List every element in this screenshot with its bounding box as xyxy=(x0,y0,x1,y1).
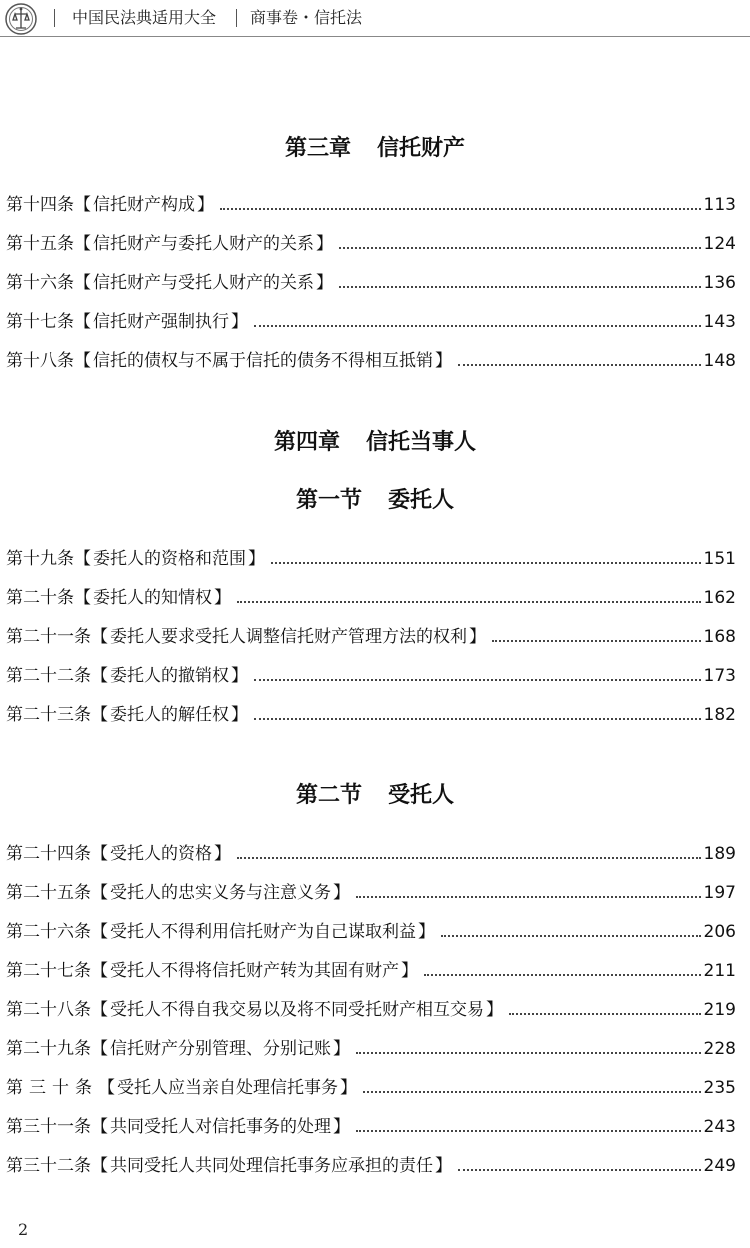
dot-leader xyxy=(424,974,701,976)
bracket-open: 【 xyxy=(91,627,108,647)
bracket-open: 【 xyxy=(91,922,108,942)
toc-entry[interactable] xyxy=(6,307,736,333)
dot-leader xyxy=(339,286,701,288)
toc-entry[interactable] xyxy=(6,1034,736,1060)
bracket-open: 【 xyxy=(91,1156,108,1176)
bracket-close: 】 xyxy=(333,1117,350,1137)
article-number: 第二十九条 xyxy=(6,1039,91,1059)
bracket-close: 】 xyxy=(316,234,333,254)
article-number: 第十九条 xyxy=(6,549,74,569)
dot-leader xyxy=(441,935,701,937)
article-title: 信托的债权与不属于信托的债务不得相互抵销 xyxy=(93,351,433,371)
toc-entry[interactable] xyxy=(6,268,736,294)
page-ref: 211 xyxy=(703,961,736,981)
article-number: 第十五条 xyxy=(6,234,74,254)
article-title: 受托人的资格 xyxy=(110,844,212,864)
toc-entry[interactable] xyxy=(6,956,736,982)
section-title: 委托人 xyxy=(388,487,455,513)
dot-leader xyxy=(237,601,701,603)
article-title: 受托人应当亲自处理信托事务 xyxy=(117,1078,338,1098)
bracket-close: 】 xyxy=(248,549,265,569)
dot-leader xyxy=(458,364,701,366)
toc-entry[interactable] xyxy=(6,544,736,570)
bracket-open: 【 xyxy=(91,1117,108,1137)
bracket-close: 】 xyxy=(418,922,435,942)
article-number: 第二十三条 xyxy=(6,705,91,725)
toc-entry[interactable] xyxy=(6,995,736,1021)
page-ref: 219 xyxy=(703,1000,736,1020)
toc-entry[interactable] xyxy=(6,661,736,687)
article-title: 共同受托人对信托事务的处理 xyxy=(110,1117,331,1137)
section-title: 受托人 xyxy=(388,782,455,808)
dot-leader xyxy=(339,247,701,249)
bracket-close: 】 xyxy=(197,195,214,215)
section-heading xyxy=(0,781,750,809)
article-number: 第三十一条 xyxy=(6,1117,91,1137)
article-number: 第十六条 xyxy=(6,273,74,293)
bracket-close: 】 xyxy=(435,1156,452,1176)
toc-entry[interactable] xyxy=(6,583,736,609)
article-number: 第十七条 xyxy=(6,312,74,332)
section-heading xyxy=(0,486,750,514)
page-ref: 143 xyxy=(703,312,736,332)
bracket-close: 】 xyxy=(469,627,486,647)
bracket-open: 【 xyxy=(74,312,91,332)
article-title: 信托财产强制执行 xyxy=(93,312,229,332)
header-rule xyxy=(0,36,750,37)
bracket-close: 】 xyxy=(231,312,248,332)
bracket-close: 】 xyxy=(340,1078,357,1098)
page-ref: 151 xyxy=(703,549,736,569)
article-number: 第二十八条 xyxy=(6,1000,91,1020)
article-number: 第十八条 xyxy=(6,351,74,371)
chapter-label: 第三章 xyxy=(284,135,351,161)
toc-entry[interactable] xyxy=(6,1073,736,1099)
dot-leader xyxy=(492,640,701,642)
dot-leader xyxy=(254,718,701,720)
bracket-close: 】 xyxy=(214,844,231,864)
article-title: 信托财产构成 xyxy=(93,195,195,215)
article-title: 信托财产与受托人财产的关系 xyxy=(93,273,314,293)
page-ref: 124 xyxy=(703,234,736,254)
page-number: 2 xyxy=(18,1220,29,1239)
toc-entry[interactable] xyxy=(6,622,736,648)
page-ref: 168 xyxy=(703,627,736,647)
page-ref: 162 xyxy=(703,588,736,608)
header-divider xyxy=(236,9,237,27)
article-number: 第二十七条 xyxy=(6,961,91,981)
article-title: 受托人的忠实义务与注意义务 xyxy=(110,883,331,903)
bracket-open: 【 xyxy=(74,273,91,293)
article-number: 第二十二条 xyxy=(6,666,91,686)
chapter-label: 第四章 xyxy=(273,429,340,455)
bracket-close: 】 xyxy=(333,883,350,903)
chapter-heading xyxy=(0,428,750,456)
dot-leader xyxy=(254,325,701,327)
volume-title: 商事卷・信托法 xyxy=(250,8,363,27)
article-title: 委托人要求受托人调整信托财产管理方法的权利 xyxy=(110,627,467,647)
article-title: 受托人不得自我交易以及将不同受托财产相互交易 xyxy=(110,1000,484,1020)
toc-entry[interactable] xyxy=(6,1112,736,1138)
article-number: 第二十一条 xyxy=(6,627,91,647)
bracket-close: 】 xyxy=(435,351,452,371)
bracket-open: 【 xyxy=(91,883,108,903)
header-divider xyxy=(54,9,55,27)
article-title: 委托人的知情权 xyxy=(93,588,212,608)
article-number: 第二十六条 xyxy=(6,922,91,942)
bracket-open: 【 xyxy=(74,549,91,569)
page-ref: 243 xyxy=(703,1117,736,1137)
article-number: 第三十条 xyxy=(6,1078,98,1098)
bracket-open: 【 xyxy=(91,666,108,686)
dot-leader xyxy=(356,1130,701,1132)
page-ref: 249 xyxy=(703,1156,736,1176)
toc-entry[interactable] xyxy=(6,1151,736,1177)
section-label: 第二节 xyxy=(295,782,362,808)
bracket-open: 【 xyxy=(91,705,108,725)
article-title: 受托人不得将信托财产转为其固有财产 xyxy=(110,961,399,981)
toc-entry[interactable] xyxy=(6,229,736,255)
dot-leader xyxy=(220,208,701,210)
article-title: 信托财产分别管理、分别记账 xyxy=(110,1039,331,1059)
dot-leader xyxy=(509,1013,701,1015)
page-ref: 189 xyxy=(703,844,736,864)
toc-entry[interactable] xyxy=(6,190,736,216)
bracket-open: 【 xyxy=(74,351,91,371)
dot-leader xyxy=(271,562,701,564)
article-title: 委托人的资格和范围 xyxy=(93,549,246,569)
page-ref: 235 xyxy=(703,1078,736,1098)
bracket-close: 】 xyxy=(214,588,231,608)
bracket-open: 【 xyxy=(74,195,91,215)
chapter-title: 信托当事人 xyxy=(366,429,477,455)
page-ref: 206 xyxy=(703,922,736,942)
article-number: 第二十五条 xyxy=(6,883,91,903)
bracket-open: 【 xyxy=(91,1039,108,1059)
page-ref: 173 xyxy=(703,666,736,686)
article-number: 第二十四条 xyxy=(6,844,91,864)
chapter-heading xyxy=(0,134,750,162)
bracket-close: 】 xyxy=(401,961,418,981)
bracket-open: 【 xyxy=(74,234,91,254)
page-ref: 136 xyxy=(703,273,736,293)
bracket-close: 】 xyxy=(333,1039,350,1059)
dot-leader xyxy=(356,896,701,898)
bracket-open: 【 xyxy=(91,844,108,864)
page-ref: 113 xyxy=(703,195,736,215)
dot-leader xyxy=(237,857,701,859)
page-ref: 182 xyxy=(703,705,736,725)
chapter-title: 信托财产 xyxy=(377,135,466,161)
toc-entry[interactable] xyxy=(6,346,736,372)
book-title: 中国民法典适用大全 xyxy=(72,8,217,27)
running-header xyxy=(0,0,750,40)
article-title: 受托人不得利用信托财产为自己谋取利益 xyxy=(110,922,416,942)
page-ref: 197 xyxy=(703,883,736,903)
bracket-open: 【 xyxy=(91,961,108,981)
article-number: 第三十二条 xyxy=(6,1156,91,1176)
dot-leader xyxy=(254,679,701,681)
bracket-close: 】 xyxy=(231,705,248,725)
bracket-open: 【 xyxy=(98,1078,115,1098)
article-title: 共同受托人共同处理信托事务应承担的责任 xyxy=(110,1156,433,1176)
article-title: 委托人的撤销权 xyxy=(110,666,229,686)
dot-leader xyxy=(356,1052,701,1054)
bracket-close: 】 xyxy=(231,666,248,686)
toc-entry[interactable] xyxy=(6,839,736,865)
dot-leader xyxy=(363,1091,701,1093)
dot-leader xyxy=(458,1169,701,1171)
article-number: 第二十条 xyxy=(6,588,74,608)
toc-entry[interactable] xyxy=(6,917,736,943)
article-number: 第十四条 xyxy=(6,195,74,215)
page-ref: 228 xyxy=(703,1039,736,1059)
toc-entry[interactable] xyxy=(6,700,736,726)
bracket-close: 】 xyxy=(316,273,333,293)
bracket-close: 】 xyxy=(486,1000,503,1020)
bracket-open: 【 xyxy=(91,1000,108,1020)
article-title: 委托人的解任权 xyxy=(110,705,229,725)
court-emblem-icon xyxy=(4,2,38,36)
bracket-open: 【 xyxy=(74,588,91,608)
section-label: 第一节 xyxy=(295,487,362,513)
article-title: 信托财产与委托人财产的关系 xyxy=(93,234,314,254)
toc-entry[interactable] xyxy=(6,878,736,904)
page-ref: 148 xyxy=(703,351,736,371)
